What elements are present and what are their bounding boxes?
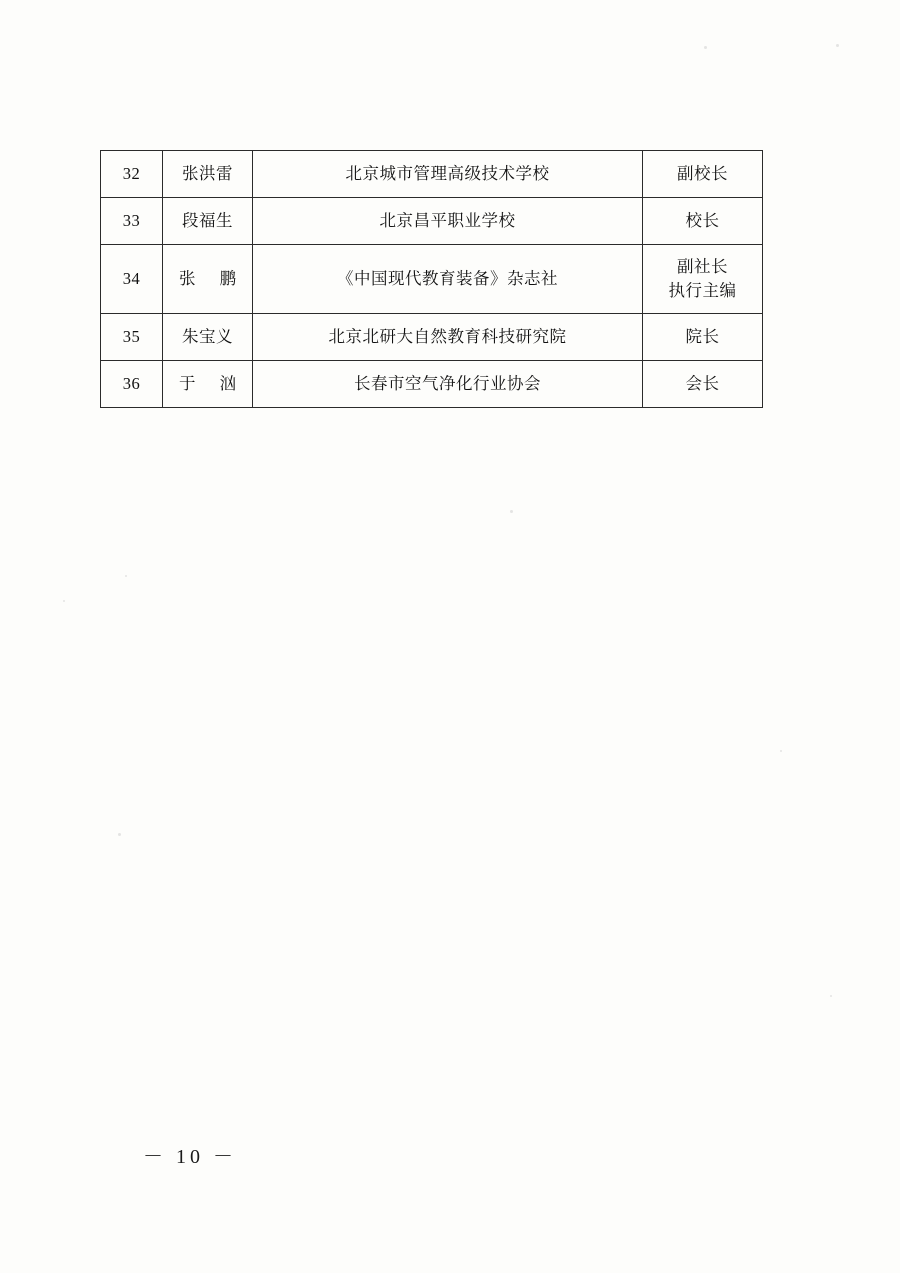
row-title: 会长 <box>643 361 763 408</box>
page-number: － 10 － <box>143 1146 237 1168</box>
scan-speck <box>63 600 65 602</box>
row-index: 34 <box>101 245 163 314</box>
row-name: 于 汹 <box>163 361 253 408</box>
row-title: 院长 <box>643 314 763 361</box>
scan-speck <box>125 575 127 577</box>
row-organization: 《中国现代教育装备》杂志社 <box>253 245 643 314</box>
row-title: 校长 <box>643 198 763 245</box>
scan-speck <box>510 510 513 513</box>
row-name: 朱宝义 <box>163 314 253 361</box>
scan-speck <box>780 750 782 752</box>
table-row <box>101 151 763 198</box>
appointee-table <box>100 150 763 408</box>
row-title <box>643 245 763 314</box>
table-row <box>101 314 763 361</box>
row-name: 段福生 <box>163 198 253 245</box>
row-title-line: 执行主编 <box>668 281 737 300</box>
table-row <box>101 245 763 314</box>
row-index: 32 <box>101 151 163 198</box>
scan-speck <box>830 995 832 997</box>
scan-speck <box>836 44 839 47</box>
table-row <box>101 198 763 245</box>
row-name: 张 鹏 <box>163 245 253 314</box>
scan-speck <box>704 46 707 49</box>
row-organization: 北京昌平职业学校 <box>253 198 643 245</box>
row-organization: 长春市空气净化行业协会 <box>253 361 643 408</box>
row-index: 35 <box>101 314 163 361</box>
table-row <box>101 361 763 408</box>
row-organization: 北京城市管理高级技术学校 <box>253 151 643 198</box>
row-index: 33 <box>101 198 163 245</box>
row-index: 36 <box>101 361 163 408</box>
row-organization: 北京北研大自然教育科技研究院 <box>253 314 643 361</box>
row-title-line: 副社长 <box>677 256 728 276</box>
scan-speck <box>118 833 121 836</box>
row-title: 副校长 <box>643 151 763 198</box>
row-name: 张洪雷 <box>163 151 253 198</box>
